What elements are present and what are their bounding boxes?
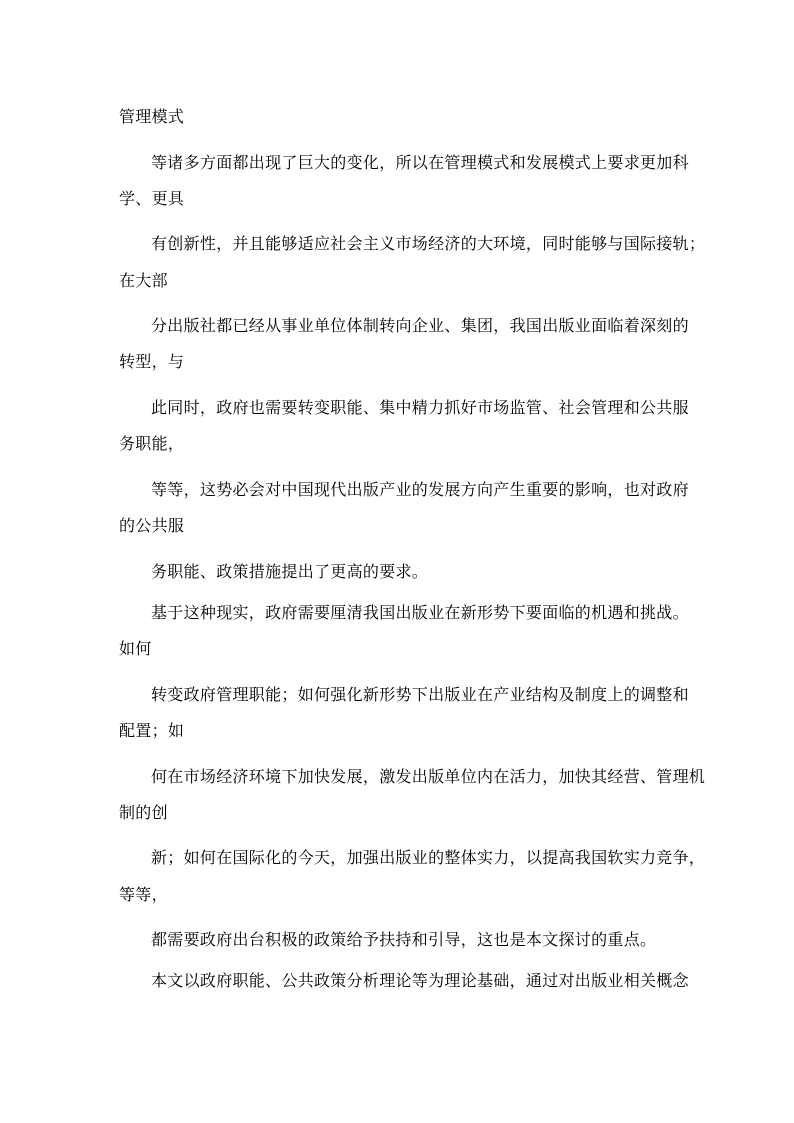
text-line: 转型，与 [119, 352, 185, 371]
text-line: 有创新性，并且能够适应社会主义市场经济的大环境，同时能够与国际接轨； [151, 234, 706, 253]
text-line: 基于这种现实，政府需要厘清我国出版业在新形势下要面临的机遇和挑战。 [151, 603, 689, 622]
text-line: 在大部 [119, 271, 168, 290]
text-line: 等等，这势必会对中国现代出版产业的发展方向产生重要的影响，也对政府 [151, 480, 689, 499]
text-line: 此同时，政府也需要转变职能、集中精力抓好市场监管、社会管理和公共服 [151, 398, 689, 417]
text-line: 配置；如 [119, 721, 185, 740]
text-line: 学、更具 [119, 189, 185, 208]
text-line: 等等， [119, 885, 168, 904]
text-line: 管理模式 [119, 107, 185, 126]
text-line: 等诸多方面都出现了巨大的变化，所以在管理模式和发展模式上要求更加科 [151, 153, 689, 172]
text-line: 制的创 [119, 803, 168, 822]
text-line: 务职能、政策措施提出了更高的要求。 [151, 562, 429, 581]
text-line: 新；如何在国际化的今天，加强出版业的整体实力，以提高我国软实力竞争， [151, 848, 706, 867]
text-line: 转变政府管理职能；如何强化新形势下出版业在产业结构及制度上的调整和 [151, 685, 689, 704]
text-line: 务职能， [119, 434, 185, 453]
text-line: 何在市场经济环境下加快发展，激发出版单位内在活力，加快其经营、管理机 [151, 767, 706, 786]
text-line: 如何 [119, 639, 152, 658]
text-line: 本文以政府职能、公共政策分析理论等为理论基础，通过对出版业相关概念 [151, 971, 689, 990]
text-line: 都需要政府出台积极的政策给予扶持和引导，这也是本文探讨的重点。 [151, 930, 657, 949]
text-line: 分出版社都已经从事业单位体制转向企业、集团，我国出版业面临着深刻的 [151, 316, 689, 335]
text-line: 的公共服 [119, 516, 185, 535]
